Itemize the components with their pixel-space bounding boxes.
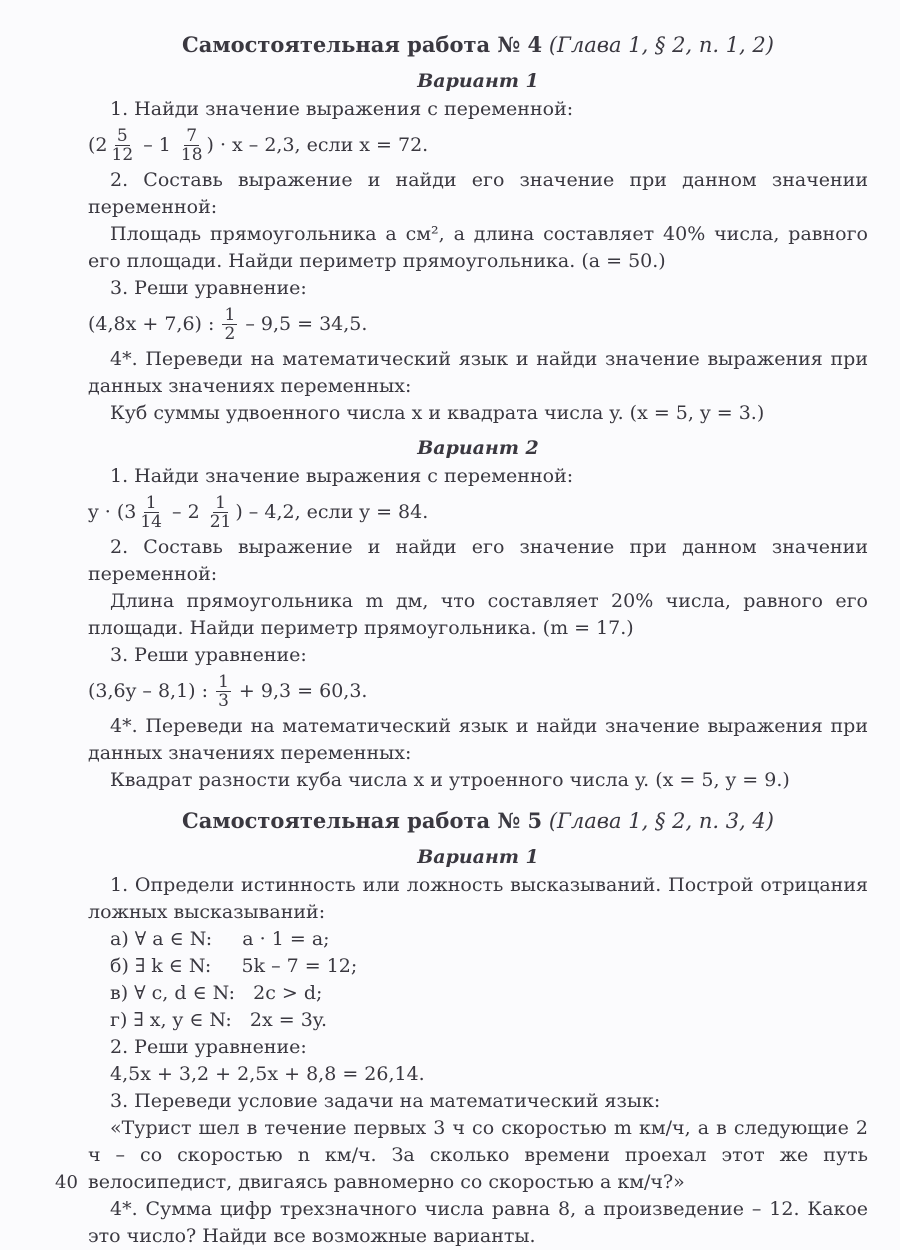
expr-part: y · (3: [88, 501, 137, 523]
expr-part: + 9,3 = 60,3.: [232, 680, 368, 702]
task-1-expression: [88, 123, 868, 167]
section-title-work-5: [88, 806, 868, 836]
denominator: 14: [140, 511, 162, 532]
task-2-text: 2. Составь выражение и найди его значение при данном значении переменной:: [88, 169, 868, 218]
task-1-text: 1. Определи истинность или ложность высказываний. Построй отрицания ложных высказываний:: [88, 874, 868, 923]
task-1-expression: [88, 490, 868, 534]
task-3-text: 3. Реши уравнение:: [110, 277, 307, 299]
task-4-body: Квадрат разности куба числа x и утроенного числа y. (x = 5, y = 9.): [110, 769, 790, 791]
denominator: 18: [180, 144, 203, 165]
page-number: 40: [55, 1172, 78, 1193]
fraction: [222, 306, 237, 343]
expr-part: ) – 4,2, если y = 84.: [235, 501, 429, 523]
expr-part: – 1: [137, 134, 177, 156]
variant-heading: Вариант 1: [417, 846, 539, 868]
expr-part: ) · x – 2,3, если x = 72.: [206, 134, 429, 156]
task-4-text: 4*. Переведи на математический язык и найди значение выражения при данных значениях переменных:: [88, 348, 868, 397]
task-3-equation: [88, 669, 868, 713]
fraction: [110, 127, 136, 164]
fraction: [216, 673, 231, 710]
task-2-body: Площадь прямоугольника a см², а длина составляет 40% числа, равного его площади. Найди периметр прямоугольника. (a = 50.): [88, 223, 868, 272]
task-3-body: «Турист шел в течение первых 3 ч со скоростью m км/ч, а в следующие 2 ч – со скоростью n км/ч. За сколько времени проехал этот же путь велосипедист, двигаясь равномерно со скоростью a км/ч?»: [88, 1117, 868, 1193]
expr-part: – 2: [166, 501, 206, 523]
variant-heading: Вариант 1: [417, 70, 539, 92]
task-1-text: 1. Найди значение выражения с переменной:: [110, 98, 574, 120]
task-2-equation: 4,5x + 3,2 + 2,5x + 8,8 = 26,14.: [110, 1063, 425, 1085]
statement-d: г) ∃ x, y ∈ N: 2x = 3y.: [110, 1009, 328, 1031]
task-1-text: 1. Найди значение выражения с переменной:: [110, 465, 574, 487]
denominator: 2: [224, 323, 236, 344]
expr-part: (2: [88, 134, 108, 156]
expr-part: – 9,5 = 34,5.: [239, 313, 368, 335]
numerator: 1: [224, 304, 236, 325]
fraction: [208, 494, 234, 531]
title-bold: Самостоятельная работа № 4: [182, 32, 543, 57]
expr-part: (3,6y – 8,1) :: [88, 680, 215, 702]
denominator: 12: [111, 144, 134, 165]
fraction: [179, 127, 205, 164]
title-bold: Самостоятельная работа № 5: [182, 808, 543, 833]
statement-b: б) ∃ k ∈ N: 5k – 7 = 12;: [110, 955, 358, 977]
numerator: 1: [215, 492, 226, 513]
denominator: 3: [218, 690, 229, 711]
task-4-body: Куб суммы удвоенного числа x и квадрата числа y. (x = 5, y = 3.): [110, 402, 765, 424]
task-2-text: 2. Составь выражение и найди его значение при данном значении переменной:: [88, 536, 868, 585]
title-reference: (Глава 1, § 2, п. 3, 4): [548, 809, 774, 833]
title-reference: (Глава 1, § 2, п. 1, 2): [548, 33, 774, 57]
denominator: 21: [209, 511, 232, 532]
task-4-text: 4*. Переведи на математический язык и найди значение выражения при данных значениях переменных:: [88, 715, 868, 764]
task-4-text: 4*. Сумма цифр трехзначного числа равна 8, а произведение – 12. Какое это число? Найди все возможные варианты.: [88, 1198, 868, 1247]
textbook-page: [88, 30, 868, 1250]
task-2-text: 2. Реши уравнение:: [110, 1036, 307, 1058]
task-3-text: 3. Переведи условие задачи на математический язык:: [110, 1090, 661, 1112]
numerator: 5: [116, 125, 128, 146]
statement-c: в) ∀ c, d ∈ N: 2c > d;: [110, 982, 323, 1004]
numerator: 1: [145, 492, 157, 513]
numerator: 7: [186, 125, 198, 146]
statement-a: а) ∀ a ∈ N: a · 1 = a;: [110, 928, 330, 950]
fraction: [138, 494, 164, 531]
section-title-work-4: [88, 30, 868, 60]
expr-part: (4,8x + 7,6) :: [88, 313, 221, 335]
numerator: 1: [218, 671, 229, 692]
task-3-text: 3. Реши уравнение:: [110, 644, 307, 666]
task-3-equation: [88, 302, 868, 346]
task-2-body: Длина прямоугольника m дм, что составляет 20% числа, равного его площади. Найди периметр прямоугольника. (m = 17.): [88, 590, 868, 639]
variant-heading: Вариант 2: [417, 437, 539, 459]
